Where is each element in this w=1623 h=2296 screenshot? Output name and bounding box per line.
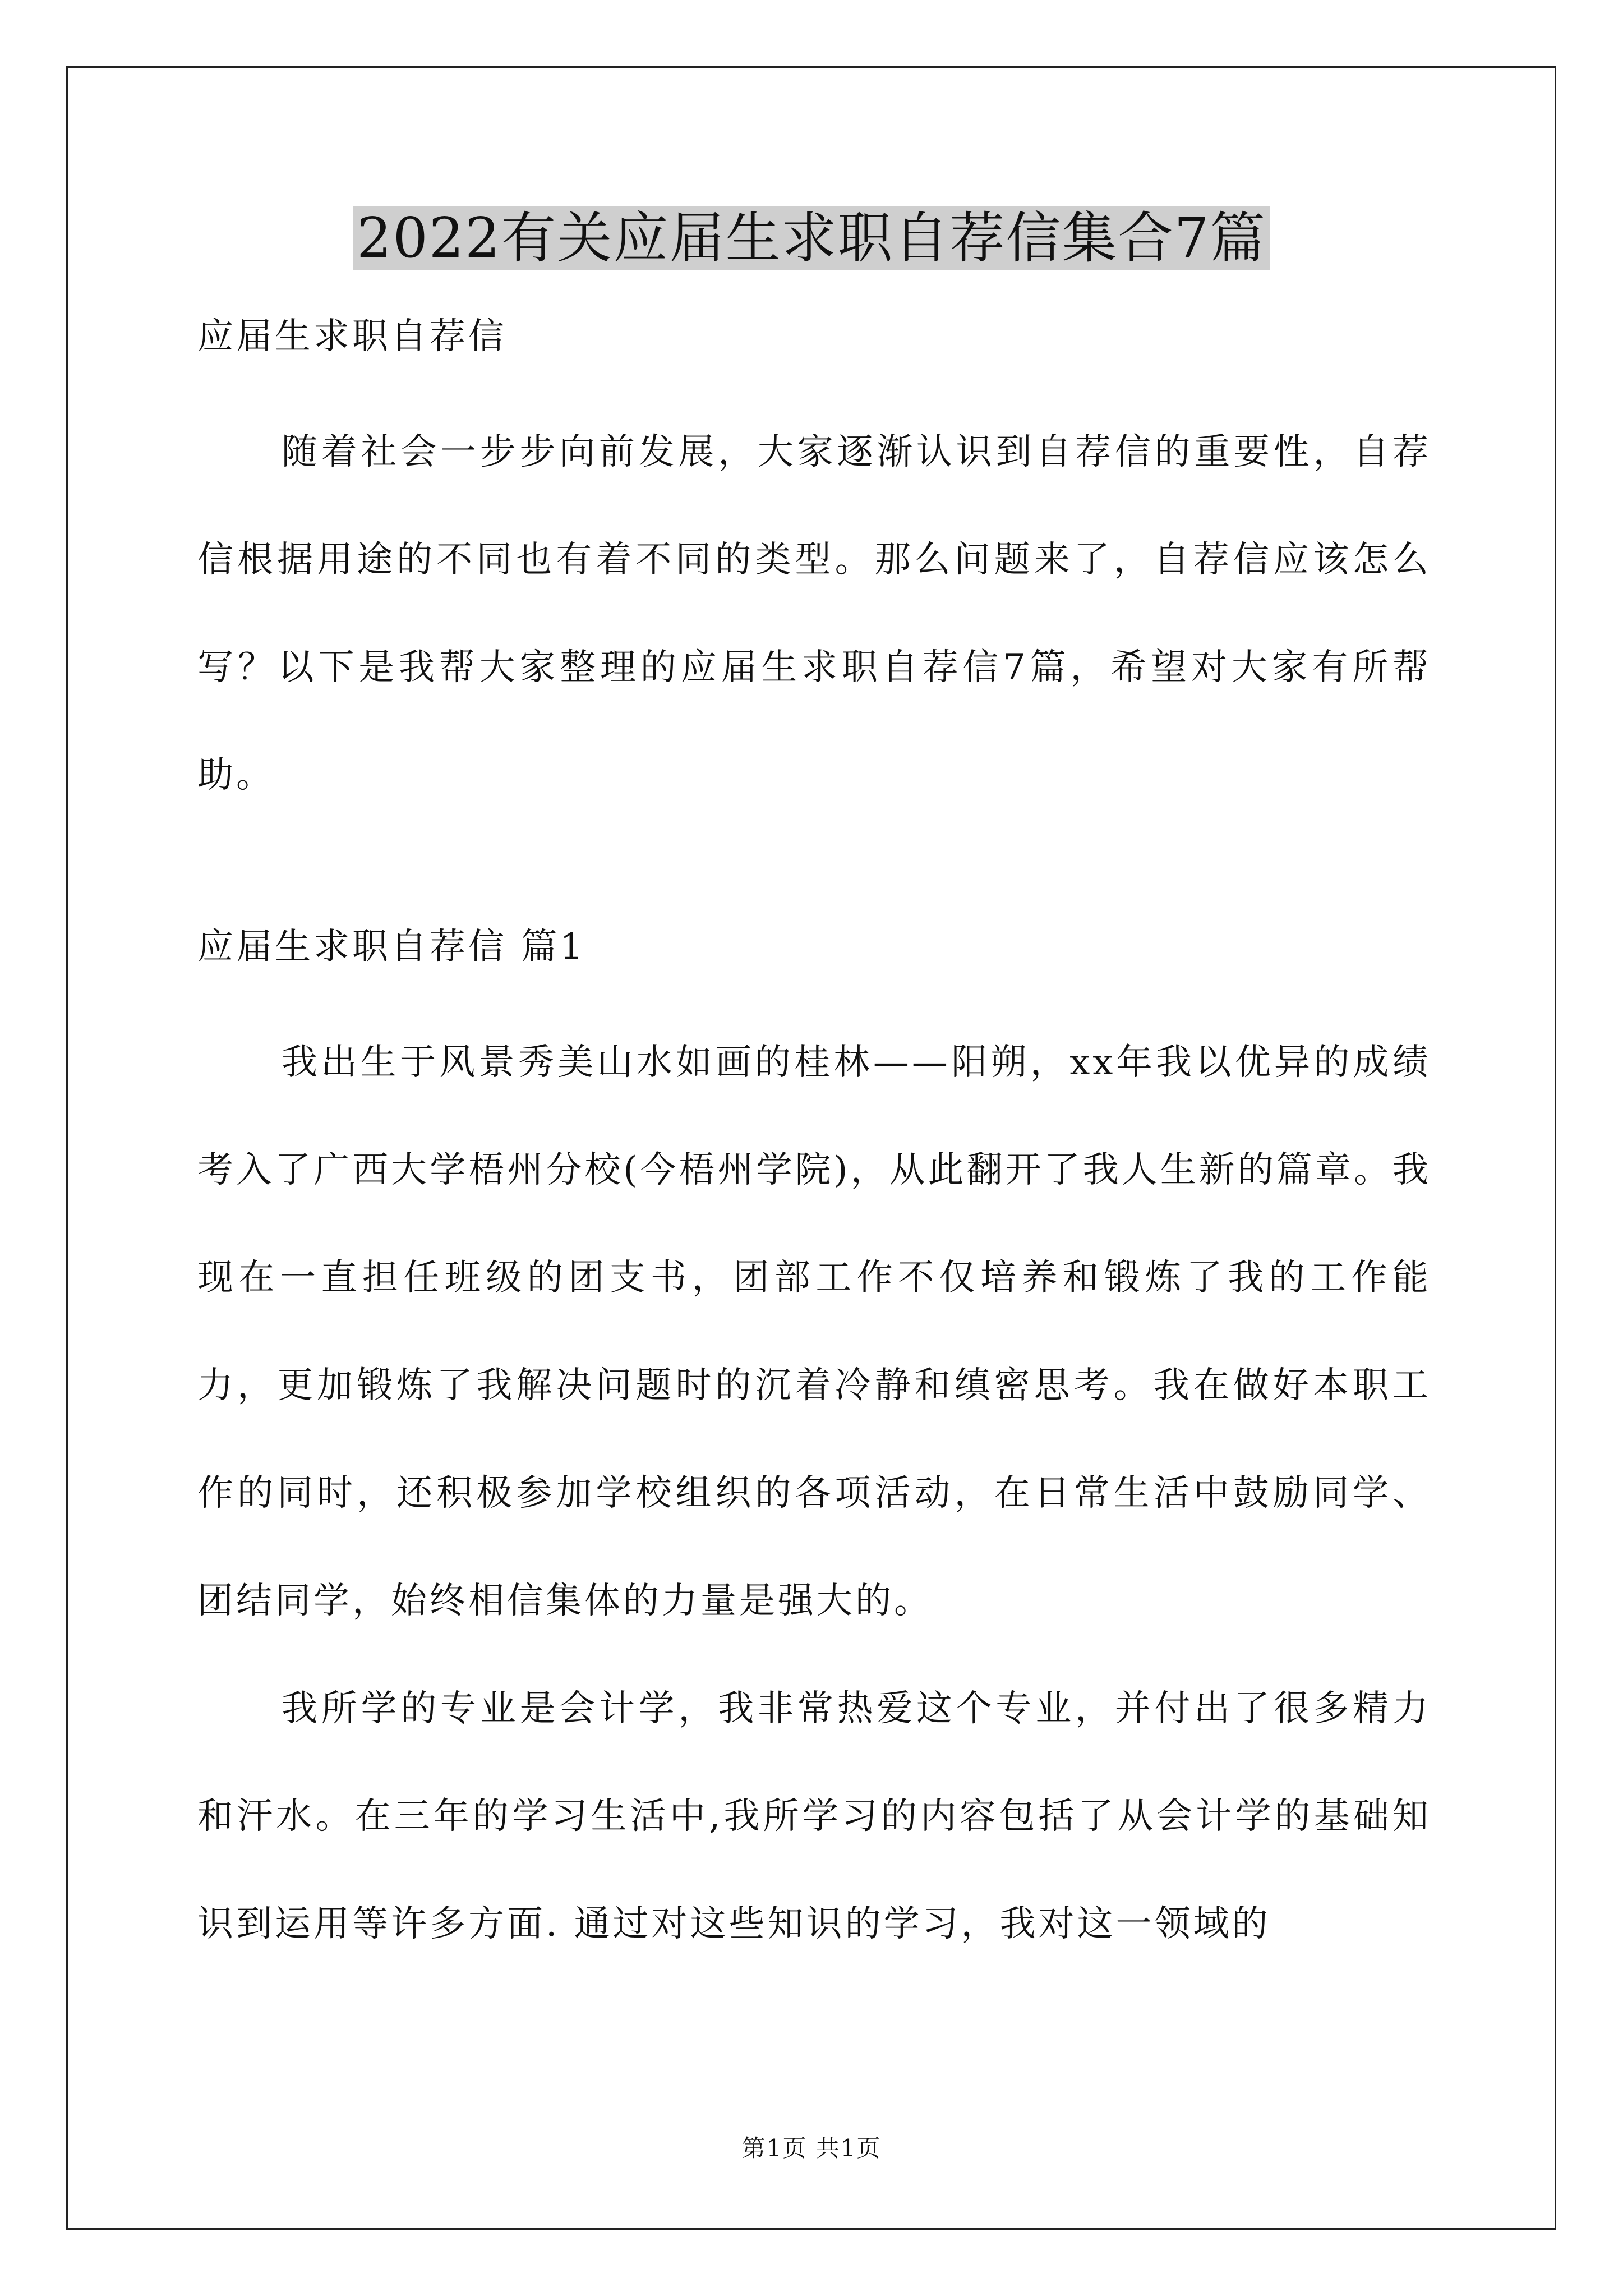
document-body — [197, 314, 1431, 1978]
section-heading: 应届生求职自荐信 篇1 — [197, 926, 586, 968]
section-paragraph: 我所学的专业是会计学，我非常热爱这个专业，并付出了很多精力和汗水。在三年的学习生活中,我所学习的内容包括了从会计学的基础知识到运用等许多方面. 通过对这些知识的学习，我对这一领域的 — [197, 1688, 1431, 1945]
intro-paragraph: 随着社会一步步向前发展，大家逐渐认识到自荐信的重要性，自荐信根据用途的不同也有着不同的类型。那么问题来了，自荐信应该怎么写？以下是我帮大家整理的应届生求职自荐信7篇，希望对大家有所帮助。 — [197, 431, 1431, 796]
intro-heading: 应届生求职自荐信 — [197, 316, 507, 357]
section-paragraph: 我出生于风景秀美山水如画的桂林——阳朔，xx年我以优异的成绩考入了广西大学梧州分校(今梧州学院)，从此翻开了我人生新的篇章。我现在一直担任班级的团支书，团部工作不仅培养和锻炼了我的工作能力，更加锻炼了我解决问题时的沉着冷静和缜密思考。我在做好本职工作的同时，还积极参加学校组织的各项活动，在日常生活中鼓励同学、团结同学，始终相信集体的力量是强大的。 — [197, 1042, 1431, 1622]
document-title-text: 2022有关应届生求职自荐信集合7篇 — [353, 206, 1270, 270]
page-footer: 第1页 共1页 — [741, 2134, 882, 2162]
document-title — [0, 199, 1623, 278]
